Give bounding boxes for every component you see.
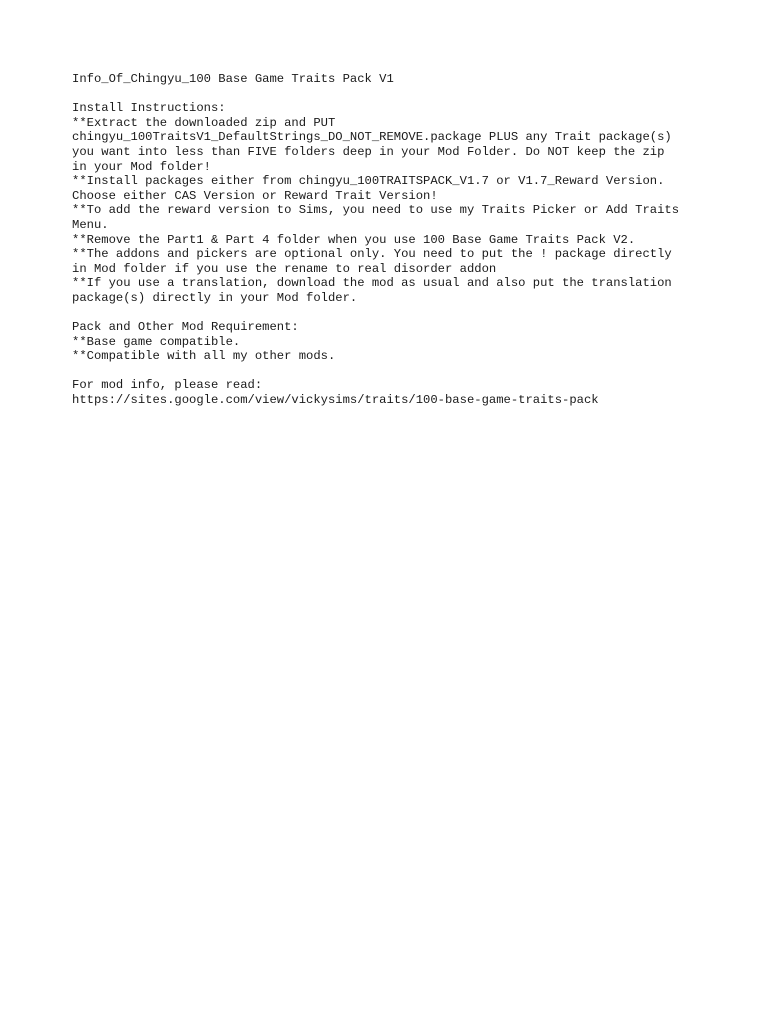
install-instruction-line: **Remove the Part1 & Part 4 folder when you use 100 Base Game Traits Pack V2. <box>72 232 636 247</box>
document-title: Info_Of_Chingyu_100 Base Game Traits Pack V1 <box>72 72 394 86</box>
install-instruction-line: Menu. <box>72 217 109 232</box>
spacer <box>72 364 712 379</box>
install-instruction-line: **To add the reward version to Sims, you need to use my Traits Picker or Add Traits <box>72 203 680 218</box>
install-instruction-line: **If you use a translation, download the mod as usual and also put the translation <box>72 276 672 291</box>
requirement-line: **Base game compatible. <box>72 334 241 349</box>
install-instructions-heading: Install Instructions: <box>72 101 226 116</box>
mod-info-section <box>72 378 712 407</box>
requirement-line: **Compatible with all my other mods. <box>72 349 336 364</box>
document-page <box>72 72 712 408</box>
install-instructions-section <box>72 101 712 305</box>
mod-info-link: https://sites.google.com/view/vickysims/traits/100-base-game-traits-pack <box>72 393 599 408</box>
install-instruction-line: **Install packages either from chingyu_100TRAITSPACK_V1.7 or V1.7_Reward Version. <box>72 174 665 189</box>
requirements-heading: Pack and Other Mod Requirement: <box>72 320 299 335</box>
spacer <box>72 87 712 102</box>
install-instruction-line: Choose either CAS Version or Reward Trait Version! <box>72 188 438 203</box>
install-instruction-line: **The addons and pickers are optional only. You need to put the ! package directly <box>72 247 672 262</box>
install-instruction-line: package(s) directly in your Mod folder. <box>72 290 358 305</box>
spacer <box>72 306 712 321</box>
install-instruction-line: in your Mod folder! <box>72 159 211 174</box>
install-instruction-line: chingyu_100TraitsV1_DefaultStrings_DO_NOT_REMOVE.package PLUS any Trait package(s) <box>72 130 672 145</box>
install-instruction-line: in Mod folder if you use the rename to real disorder addon <box>72 261 497 276</box>
requirements-section <box>72 320 712 364</box>
mod-info-heading: For mod info, please read: <box>72 378 263 393</box>
install-instruction-line: **Extract the downloaded zip and PUT <box>72 115 336 130</box>
install-instruction-line: you want into less than FIVE folders deep in your Mod Folder. Do NOT keep the zip <box>72 144 665 159</box>
